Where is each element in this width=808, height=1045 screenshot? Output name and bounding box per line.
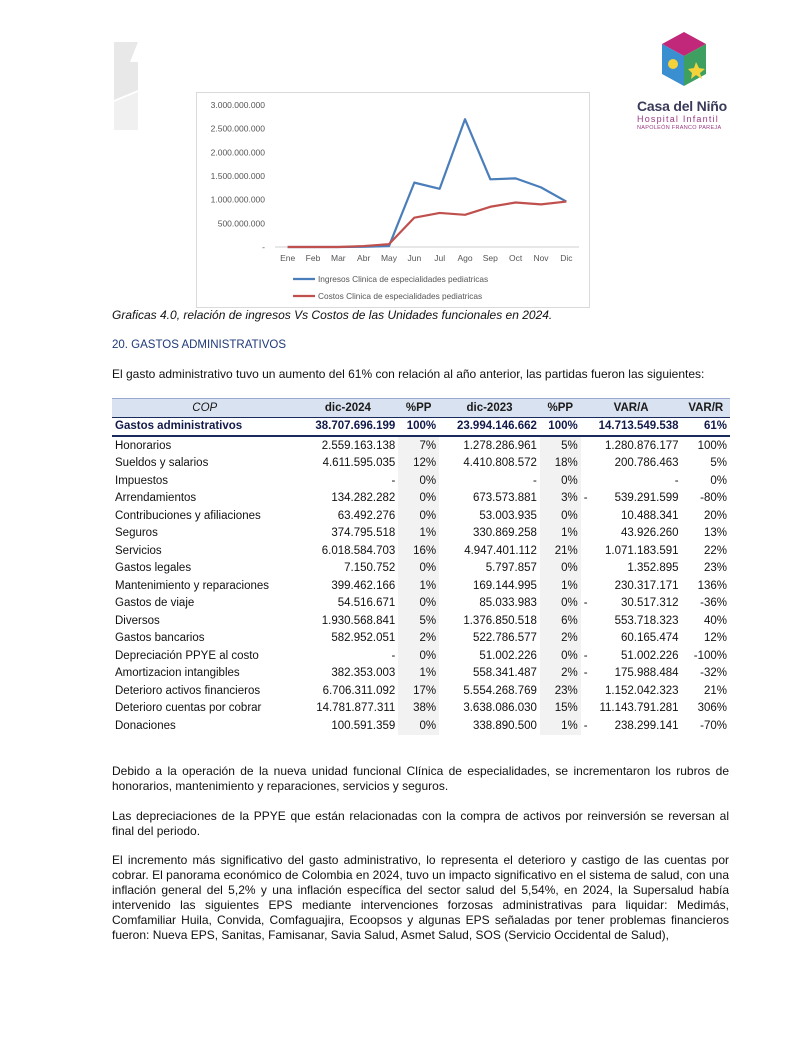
table-row [112, 507, 730, 525]
cell-pp2024: 100% [398, 417, 439, 436]
cell-dash [581, 507, 596, 525]
cell-dash: - [583, 719, 588, 732]
table-row [112, 700, 730, 718]
cell-label: Deterioro cuentas por cobrar [115, 702, 262, 715]
cell-pp2023: 0% [540, 472, 581, 490]
cell-vara: 60.165.474 [621, 632, 679, 645]
cell-v2024: 38.707.696.199 [298, 417, 399, 436]
cell-pp2024: 0% [398, 717, 439, 735]
intro-paragraph: El gasto administrativo tuvo un aumento del 61% con relación al año anterior, las partidas fueron las siguientes: [112, 367, 705, 381]
legend-label-2: Costos Clinica de especialidades pediatricas [318, 291, 483, 301]
cell-dash [581, 525, 596, 543]
cell-pp2023: 0% [540, 560, 581, 578]
cell-label: Arrendamientos [115, 492, 197, 505]
cell-pp2024: 0% [398, 595, 439, 613]
cell-label: Depreciación PPYE al costo [115, 649, 259, 662]
cell-label: Gastos legales [115, 562, 192, 575]
cell-pp2023: 2% [540, 630, 581, 648]
header-pp-2024: %PP [398, 399, 439, 418]
table-row [112, 682, 730, 700]
cell-dash: - [583, 492, 588, 505]
x-tick-label: Mar [331, 253, 346, 263]
series-line-2 [288, 202, 567, 247]
x-tick-label: Jul [434, 253, 446, 263]
chart-frame [196, 92, 590, 308]
x-tick-label: Oct [509, 253, 523, 263]
x-tick-label: Nov [533, 253, 549, 263]
cell-vara: 10.488.341 [621, 509, 679, 522]
cell-vara: - [674, 474, 679, 487]
cell-v2024: 100.591.359 [331, 719, 396, 732]
cell-varr: 21% [703, 684, 727, 697]
cell-pp2024: 0% [398, 647, 439, 665]
cell-v2023: 5.797.857 [485, 562, 537, 575]
table-row [112, 490, 730, 508]
cell-pp2024: 16% [398, 542, 439, 560]
table-row [112, 630, 730, 648]
cell-pp2024: 0% [398, 507, 439, 525]
table-header-row [112, 399, 730, 418]
cell-v2023: - [533, 474, 537, 487]
cell-vara: 1.352.895 [627, 562, 679, 575]
cell-v2023: 330.869.258 [472, 527, 537, 540]
cell-dash [581, 417, 596, 436]
cell-dash: - [583, 597, 588, 610]
cell-label: Contribuciones y afiliaciones [115, 509, 261, 522]
header-var-r: VAR/R [682, 399, 730, 418]
table-row [112, 472, 730, 490]
y-tick-label: 3.000.000.000 [210, 100, 265, 110]
cell-varr: 100% [697, 439, 727, 452]
x-tick-label: Sep [482, 253, 498, 263]
series-line-1 [288, 119, 567, 247]
cell-pp2023: 1% [540, 717, 581, 735]
cell-v2023: 53.003.935 [479, 509, 537, 522]
cell-vara: 200.786.463 [614, 457, 679, 470]
cell-label: Deterioro activos financieros [115, 684, 261, 697]
decorative-emblem [112, 40, 140, 132]
cell-v2023: 85.033.983 [479, 597, 537, 610]
logo-subsubtitle: NAPOLEÓN FRANCO PAREJA [637, 125, 722, 131]
paragraph-3: El incremento más significativo del gasto administrativo, lo representa el deterioro y castigo de las cuentas por cobrar. El panorama económico de Colombia en 2024, tuvo un impacto significativo en el sistema de salud, con una inflación general del 5,2% y una inflación específica del sector salud del 5,54%, en 2024, la Supersalud había intervenido las siguientes EPS mediante intervenciones forzosas administrativas para liquidar: Medimás, Comfamiliar Huila, Convida, Comfaguajira, Ecoopsos y algunas EPS señaladas por tener problemas financieros fueron: Nueva EPS, Sanitas, Famisanar, Savia Salud, Asmet Salud, SOS (Servicio Occidental de Salud), [112, 853, 729, 942]
cell-v2024: 54.516.671 [337, 597, 396, 610]
cell-pp2024: 7% [398, 436, 439, 455]
cell-pp2024: 12% [398, 455, 439, 473]
cell-vara: 43.926.260 [621, 527, 679, 540]
cell-v2023: 673.573.881 [472, 492, 537, 505]
cell-varr: 136% [697, 579, 727, 592]
x-tick-label: May [380, 253, 398, 263]
cell-pp2024: 17% [398, 682, 439, 700]
header-dic-2023: dic-2023 [439, 399, 540, 418]
cell-v2024: 14.781.877.311 [316, 702, 396, 715]
cell-dash [581, 472, 596, 490]
logo-title: Casa del Niño [637, 98, 727, 114]
cell-dash [581, 542, 596, 560]
cell-pp2024: 5% [398, 612, 439, 630]
cell-vara: 553.718.323 [614, 614, 679, 627]
cell-v2024: 4.611.595.035 [322, 457, 396, 470]
cell-label: Honorarios [115, 439, 172, 452]
cell-pp2023: 100% [540, 417, 581, 436]
table-row [112, 577, 730, 595]
y-tick-label: 1.000.000.000 [210, 194, 265, 205]
cell-varr: 40% [703, 614, 727, 627]
cell-label: Diversos [115, 614, 160, 627]
cell-v2024: 374.795.518 [331, 527, 396, 540]
cell-v2024: 134.282.282 [331, 492, 396, 505]
x-tick-label: Feb [305, 253, 321, 263]
cell-dash [581, 612, 596, 630]
cell-vara: 51.002.226 [621, 649, 679, 662]
cell-varr: 23% [703, 562, 727, 575]
cell-pp2023: 2% [540, 665, 581, 683]
cell-label: Gastos de viaje [115, 597, 195, 610]
cell-pp2023: 1% [540, 525, 581, 543]
y-tick-label: 1.500.000.000 [210, 171, 265, 181]
cell-v2024: 2.559.163.138 [321, 439, 396, 452]
cell-label: Impuestos [115, 474, 169, 487]
cell-v2024: 7.150.752 [344, 562, 396, 575]
cell-v2023: 1.278.286.961 [463, 439, 537, 452]
cell-varr: 0% [710, 474, 727, 487]
cell-v2024: - [391, 649, 396, 662]
cell-pp2023: 23% [540, 682, 581, 700]
cell-vara: 1.152.042.323 [605, 684, 679, 697]
table-row [112, 542, 730, 560]
cell-pp2023: 0% [540, 595, 581, 613]
cell-label: Mantenimiento y reparaciones [115, 579, 270, 592]
legend-label-1: Ingresos Clinica de especialidades pediatricas [318, 274, 489, 284]
cell-vara: 30.517.312 [621, 597, 679, 610]
table-row [112, 665, 730, 683]
cell-v2024: 399.462.166 [331, 579, 396, 592]
cell-v2024: 582.952.051 [331, 632, 396, 645]
x-tick-label: Ago [457, 253, 473, 263]
cell-v2024: 6.706.311.092 [322, 684, 396, 697]
paragraph-2: Las depreciaciones de la PPYE que están relacionadas con la compra de activos por reinversión se reversan al final del periodo. [112, 809, 729, 838]
cell-pp2023: 21% [540, 542, 581, 560]
table-total-row [112, 417, 730, 436]
cell-label: Sueldos y salarios [115, 457, 209, 470]
cell-pp2024: 38% [398, 700, 439, 718]
x-tick-label: Jun [407, 253, 422, 263]
x-tick-label: Ene [280, 253, 296, 263]
cell-pp2024: 1% [398, 525, 439, 543]
logo-subtitle: Hospital Infantil [637, 114, 719, 124]
cell-v2023: 51.002.226 [479, 649, 537, 662]
cell-v2023: 5.554.268.769 [463, 684, 537, 697]
cell-v2024: - [391, 474, 396, 487]
cell-v2023: 169.144.995 [472, 579, 537, 592]
table-row [112, 612, 730, 630]
cell-varr: -100% [693, 649, 727, 662]
cell-label: Seguros [115, 527, 158, 540]
y-tick-label: 2.500.000.000 [210, 123, 265, 134]
cell-dash [581, 455, 596, 473]
cell-dash: - [583, 649, 588, 662]
cell-vara: 1.280.876.177 [605, 439, 679, 452]
cell-dash: - [583, 667, 588, 680]
y-tick-label: - [262, 242, 265, 252]
cell-vara: 14.713.549.538 [596, 417, 682, 436]
cell-v2023: 3.638.086.030 [463, 702, 537, 715]
header-dic-2024: dic-2024 [298, 399, 399, 418]
cell-dash [581, 577, 596, 595]
cell-dash [581, 436, 596, 455]
cell-vara: 230.317.171 [614, 579, 679, 592]
cell-pp2023: 15% [540, 700, 581, 718]
cell-pp2024: 0% [398, 490, 439, 508]
cell-v2023: 4.410.808.572 [463, 457, 537, 470]
cell-v2023: 558.341.487 [472, 667, 537, 680]
cell-pp2024: 1% [398, 665, 439, 683]
cell-pp2023: 0% [540, 507, 581, 525]
cell-pp2024: 2% [398, 630, 439, 648]
table-row [112, 436, 730, 455]
cell-v2023: 1.376.850.518 [463, 614, 537, 627]
cell-pp2024: 0% [398, 560, 439, 578]
cell-dash [581, 700, 596, 718]
cell-varr: 5% [710, 457, 727, 470]
header-var-a: VAR/A [581, 399, 682, 418]
cell-vara: 175.988.484 [614, 667, 679, 680]
expenses-table [112, 398, 730, 735]
cell-v2024: 1.930.568.841 [321, 614, 396, 627]
header-pp-2023: %PP [540, 399, 581, 418]
cell-vara: 539.291.599 [614, 492, 679, 505]
cell-pp2023: 6% [540, 612, 581, 630]
cell-label: Gastos bancarios [115, 632, 205, 645]
y-tick-label: 2.000.000.000 [210, 147, 265, 158]
cell-pp2023: 18% [540, 455, 581, 473]
cell-pp2023: 1% [540, 577, 581, 595]
cell-varr: -70% [700, 719, 727, 732]
cell-varr: 20% [703, 509, 727, 522]
cell-label: Donaciones [115, 719, 176, 732]
table-row [112, 647, 730, 665]
paragraph-1: Debido a la operación de la nueva unidad funcional Clínica de especialidades, se incrementaron los rubros de honorarios, mantenimiento y reparaciones, servicios y seguros. [112, 764, 729, 793]
cell-v2024: 6.018.584.703 [321, 544, 396, 557]
table-row [112, 560, 730, 578]
cell-pp2023: 5% [540, 436, 581, 455]
cell-vara: 1.071.183.591 [605, 544, 679, 557]
cell-v2023: 338.890.500 [472, 719, 537, 732]
cell-v2024: 382.353.003 [331, 667, 396, 680]
cell-varr: 61% [682, 417, 730, 436]
table-row [112, 595, 730, 613]
cell-pp2024: 1% [398, 577, 439, 595]
x-tick-label: Dic [560, 253, 573, 263]
cell-v2023: 4.947.401.112 [464, 544, 537, 557]
cell-vara: 238.299.141 [614, 719, 679, 732]
table-row [112, 717, 730, 735]
cell-varr: 306% [697, 702, 727, 715]
cell-v2023: 23.994.146.662 [439, 417, 540, 436]
cell-pp2024: 0% [398, 472, 439, 490]
cell-pp2023: 0% [540, 647, 581, 665]
cell-dash [581, 560, 596, 578]
cell-label: Servicios [115, 544, 162, 557]
cell-varr: 22% [703, 544, 727, 557]
cell-varr: -36% [700, 597, 727, 610]
cell-varr: -80% [700, 492, 727, 505]
y-tick-label: 500.000.000 [217, 218, 265, 229]
line-chart [197, 93, 589, 307]
x-tick-label: Abr [357, 253, 371, 263]
section-title: 20. GASTOS ADMINISTRATIVOS [112, 339, 287, 351]
cell-label: Amortizacion intangibles [115, 667, 240, 680]
cell-pp2023: 3% [540, 490, 581, 508]
cell-varr: 13% [703, 527, 727, 540]
cell-v2024: 63.492.276 [337, 509, 396, 522]
header-cop: COP [112, 399, 298, 418]
cell-varr: 12% [703, 632, 727, 645]
table-row [112, 525, 730, 543]
cell-dash [581, 682, 596, 700]
cell-label: Gastos administrativos [112, 417, 298, 436]
chart-caption: Graficas 4.0, relación de ingresos Vs Costos de las Unidades funcionales en 2024. [112, 308, 553, 322]
table-row [112, 455, 730, 473]
cell-dash [581, 630, 596, 648]
cell-v2023: 522.786.577 [472, 632, 537, 645]
cell-varr: -32% [700, 667, 727, 680]
cell-vara: 11.143.791.281 [599, 702, 679, 715]
